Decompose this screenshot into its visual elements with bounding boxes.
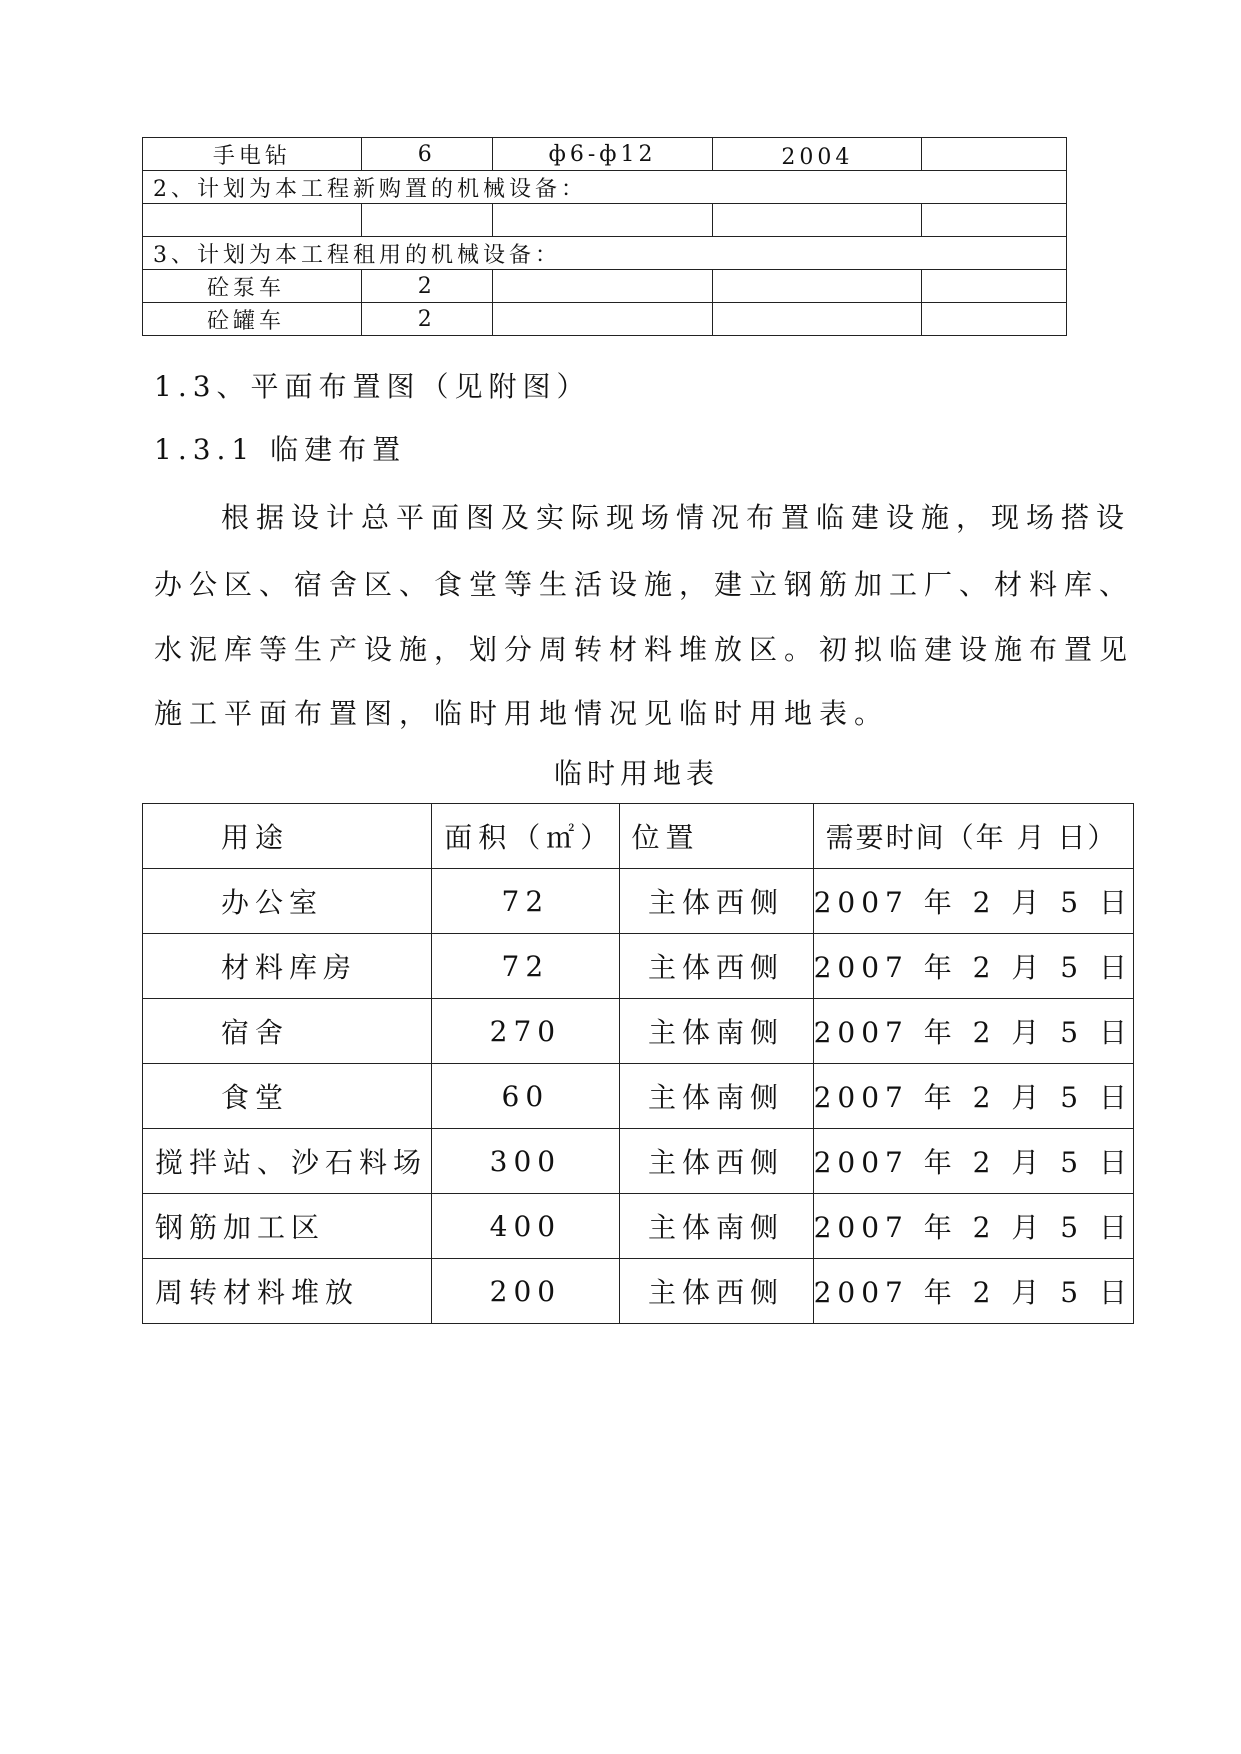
equipment-name xyxy=(143,204,362,237)
equipment-note xyxy=(922,138,1067,171)
cell-area: 72 xyxy=(432,869,619,934)
cell-location: 主体西侧 xyxy=(619,1129,813,1194)
cell-purpose: 搅拌站、沙石料场 xyxy=(143,1129,432,1194)
cell-location: 主体西侧 xyxy=(619,934,813,999)
cell-time: 2007 年 2 月 5 日 xyxy=(813,999,1133,1064)
table-row xyxy=(143,1129,1134,1194)
equipment-row xyxy=(143,270,1067,303)
cell-purpose: 宿舍 xyxy=(143,999,432,1064)
cell-area: 400 xyxy=(432,1194,619,1259)
cell-location: 主体南侧 xyxy=(619,999,813,1064)
equipment-section-row xyxy=(143,171,1067,204)
equipment-name: 砼泵车 xyxy=(143,270,362,303)
cell-location: 主体南侧 xyxy=(619,1064,813,1129)
equipment-note xyxy=(922,204,1067,237)
cell-area: 200 xyxy=(432,1259,619,1324)
cell-purpose: 材料库房 xyxy=(143,934,432,999)
equipment-spec xyxy=(492,303,713,336)
equipment-year xyxy=(713,204,922,237)
cell-area: 300 xyxy=(432,1129,619,1194)
cell-purpose: 办公室 xyxy=(143,869,432,934)
cell-time: 2007 年 2 月 5 日 xyxy=(813,1064,1133,1129)
equipment-name: 砼罐车 xyxy=(143,303,362,336)
equipment-year: 2004 xyxy=(713,138,922,171)
equipment-year xyxy=(713,270,922,303)
equipment-row xyxy=(143,204,1067,237)
cell-time: 2007 年 2 月 5 日 xyxy=(813,1259,1133,1324)
equipment-name: 手电钻 xyxy=(143,138,362,171)
equipment-quantity: 2 xyxy=(361,303,492,336)
cell-time: 2007 年 2 月 5 日 xyxy=(813,869,1133,934)
equipment-note xyxy=(922,270,1067,303)
table-row xyxy=(143,934,1134,999)
header-area: 面积（㎡） xyxy=(432,804,619,869)
cell-area: 270 xyxy=(432,999,619,1064)
cell-area: 72 xyxy=(432,934,619,999)
header-location: 位置 xyxy=(619,804,813,869)
cell-location: 主体西侧 xyxy=(619,869,813,934)
table-row xyxy=(143,1259,1134,1324)
equipment-spec: ф6-ф12 xyxy=(492,138,713,171)
equipment-section-label: 2、计划为本工程新购置的机械设备： xyxy=(143,171,1067,204)
table-header-row xyxy=(143,804,1134,869)
paragraph-line: 水泥库等生产设施，划分周转材料堆放区。初拟临建设施布置见 xyxy=(154,633,1135,666)
equipment-quantity: 6 xyxy=(361,138,492,171)
cell-purpose: 钢筋加工区 xyxy=(143,1194,432,1259)
equipment-quantity: 2 xyxy=(361,270,492,303)
equipment-spec xyxy=(492,270,713,303)
equipment-year xyxy=(713,303,922,336)
table-row xyxy=(143,1064,1134,1129)
equipment-section-label: 3、计划为本工程租用的机械设备： xyxy=(143,237,1067,270)
equipment-quantity xyxy=(361,204,492,237)
subsection-heading: 1.3.1 临建布置 xyxy=(154,433,407,466)
header-time: 需要时间（年 月 日） xyxy=(813,804,1133,869)
equipment-row xyxy=(143,138,1067,171)
cell-purpose: 周转材料堆放 xyxy=(143,1259,432,1324)
header-purpose: 用途 xyxy=(143,804,432,869)
land-use-table xyxy=(142,803,1134,1324)
table-title-text: 临时用地表 xyxy=(553,757,719,790)
cell-location: 主体西侧 xyxy=(619,1259,813,1324)
cell-purpose: 食堂 xyxy=(143,1064,432,1129)
paragraph-line: 施工平面布置图，临时用地情况见临时用地表。 xyxy=(154,697,890,730)
cell-time: 2007 年 2 月 5 日 xyxy=(813,934,1133,999)
table-row xyxy=(143,1194,1134,1259)
paragraph-line: 办公区、宿舍区、食堂等生活设施，建立钢筋加工厂、材料库、 xyxy=(154,568,1135,601)
equipment-section-row xyxy=(143,237,1067,270)
equipment-note xyxy=(922,303,1067,336)
equipment-table xyxy=(142,137,1067,336)
table-row xyxy=(143,869,1134,934)
cell-location: 主体南侧 xyxy=(619,1194,813,1259)
equipment-spec xyxy=(492,204,713,237)
cell-area: 60 xyxy=(432,1064,619,1129)
cell-time: 2007 年 2 月 5 日 xyxy=(813,1194,1133,1259)
table-title xyxy=(0,752,1241,792)
table-row xyxy=(143,999,1134,1064)
section-heading: 1.3、平面布置图（见附图） xyxy=(154,370,591,403)
equipment-row xyxy=(143,303,1067,336)
cell-time: 2007 年 2 月 5 日 xyxy=(813,1129,1133,1194)
paragraph-line: 根据设计总平面图及实际现场情况布置临建设施，现场搭设 xyxy=(221,501,1132,534)
